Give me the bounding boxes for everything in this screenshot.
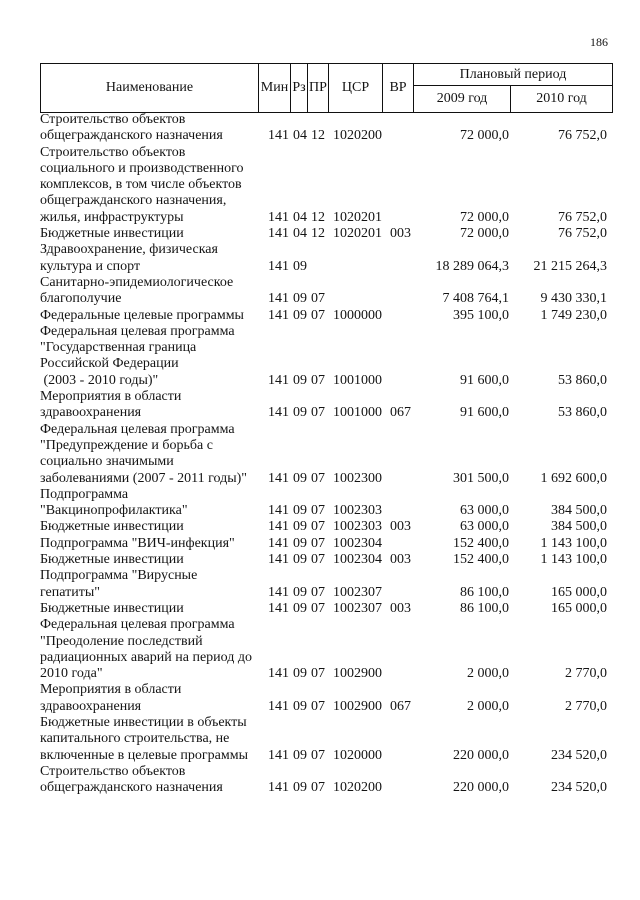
row-name-line: 2010 года": [40, 666, 103, 682]
row-name: [40, 519, 258, 535]
ministry-code: 141: [268, 535, 289, 551]
subsection-code: 07: [311, 372, 325, 388]
row-name-line: Бюджетные инвестиции: [40, 226, 184, 242]
table-row: [40, 226, 612, 242]
expense-type-code: 003: [390, 552, 411, 568]
target-article-code: 1020200: [333, 780, 382, 796]
section-code: 09: [293, 258, 307, 274]
header-planned-period: Плановый период: [414, 64, 613, 86]
table-row: [40, 275, 612, 308]
section-code: 09: [293, 698, 307, 714]
table-row: [40, 422, 612, 487]
page-number: 186: [590, 35, 608, 49]
amount-2010: 21 215 264,3: [533, 258, 607, 274]
target-article-code: 1020200: [333, 128, 382, 144]
row-name: [40, 536, 258, 552]
amount-2009: 2 000,0: [467, 698, 509, 714]
table-row: [40, 519, 612, 535]
amount-2009: 7 408 764,1: [442, 291, 509, 307]
target-article-code: 1002900: [333, 666, 382, 682]
amount-2009: 86 100,0: [460, 600, 509, 616]
target-article-code: 1020000: [333, 747, 382, 763]
target-article-code: 1002303: [333, 503, 382, 519]
row-name-line: социально значимыми: [40, 454, 174, 470]
table-row: [40, 324, 612, 389]
target-article-code: 1000000: [333, 307, 382, 323]
amount-2010: 1 749 230,0: [540, 307, 607, 323]
target-article-code: 1002303: [333, 519, 382, 535]
row-name-line: Санитарно-эпидемиологическое: [40, 274, 234, 290]
row-name: [40, 552, 258, 568]
amount-2009: 301 500,0: [453, 470, 509, 486]
section-code: 09: [293, 552, 307, 568]
section-code: 09: [293, 747, 307, 763]
section-code: 09: [293, 372, 307, 388]
row-name-line: Бюджетные инвестиции: [40, 519, 184, 535]
amount-2009: 152 400,0: [453, 552, 509, 568]
section-code: 09: [293, 307, 307, 323]
target-article-code: 1002307: [333, 584, 382, 600]
row-name: [40, 145, 258, 226]
subsection-code: 07: [311, 666, 325, 682]
amount-2010: 53 860,0: [558, 372, 607, 388]
row-name-line: культура и спорт: [40, 258, 141, 274]
row-name-line: Российской Федерации: [40, 356, 179, 372]
subsection-code: 07: [311, 405, 325, 421]
row-name: [40, 242, 258, 275]
amount-2009: 91 600,0: [460, 405, 509, 421]
amount-2010: 9 430 330,1: [540, 291, 607, 307]
section-code: 09: [293, 291, 307, 307]
row-name: [40, 715, 258, 764]
table-row: [40, 764, 612, 797]
row-name-line: комплексов, в том числе объектов: [40, 177, 242, 193]
row-name: [40, 226, 258, 242]
table-row: [40, 536, 612, 552]
row-name: [40, 617, 258, 682]
section-code: 04: [293, 226, 307, 242]
row-name-line: Подпрограмма "Вирусные: [40, 568, 198, 584]
table-row: [40, 112, 612, 145]
row-name-line: Строительство объектов: [40, 763, 186, 779]
row-name-line: здравоохранения: [40, 405, 142, 421]
subsection-code: 07: [311, 747, 325, 763]
row-name-line: Бюджетные инвестиции в объекты: [40, 714, 247, 730]
amount-2009: 72 000,0: [460, 209, 509, 225]
amount-2009: 72 000,0: [460, 226, 509, 242]
row-name: [40, 389, 258, 422]
amount-2010: 234 520,0: [551, 780, 607, 796]
ministry-code: 141: [268, 291, 289, 307]
target-article-code: 1002307: [333, 600, 382, 616]
ministry-code: 141: [268, 698, 289, 714]
amount-2009: 152 400,0: [453, 535, 509, 551]
amount-2010: 76 752,0: [558, 128, 607, 144]
subsection-code: 12: [311, 209, 325, 225]
subsection-code: 07: [311, 503, 325, 519]
row-name-line: Федеральная целевая программа: [40, 421, 235, 437]
amount-2010: 53 860,0: [558, 405, 607, 421]
row-name: [40, 324, 258, 389]
target-article-code: 1020201: [333, 209, 382, 225]
target-article-code: 1001000: [333, 405, 382, 421]
ministry-code: 141: [268, 552, 289, 568]
header-ministry: Мин: [259, 64, 291, 113]
row-name-line: включенные в целевые программы: [40, 747, 249, 763]
amount-2010: 76 752,0: [558, 226, 607, 242]
row-name-line: Федеральная целевая программа: [40, 323, 235, 339]
row-name: [40, 112, 258, 145]
amount-2009: 63 000,0: [460, 503, 509, 519]
expense-type-code: 067: [390, 698, 411, 714]
subsection-code: 07: [311, 552, 325, 568]
ministry-code: 141: [268, 780, 289, 796]
amount-2010: 384 500,0: [551, 519, 607, 535]
amount-2010: 1 692 600,0: [540, 470, 607, 486]
section-code: 09: [293, 470, 307, 486]
section-code: 09: [293, 535, 307, 551]
row-name-line: "Предупреждение и борьба с: [40, 437, 213, 453]
row-name-line: Федеральная целевая программа: [40, 617, 235, 633]
table-body: [40, 112, 612, 796]
ministry-code: 141: [268, 226, 289, 242]
expense-type-code: 067: [390, 405, 411, 421]
header-name: Наименование: [41, 64, 259, 113]
amount-2009: 91 600,0: [460, 372, 509, 388]
ministry-code: 141: [268, 128, 289, 144]
row-name-line: Подпрограмма "ВИЧ-инфекция": [40, 535, 235, 551]
target-article-code: 1020201: [333, 226, 382, 242]
amount-2010: 384 500,0: [551, 503, 607, 519]
row-name-line: социального и производственного: [40, 160, 244, 176]
row-name: [40, 682, 258, 715]
table-row: [40, 568, 612, 601]
amount-2010: 1 143 100,0: [540, 535, 607, 551]
target-article-code: 1002304: [333, 535, 382, 551]
target-article-code: 1002300: [333, 470, 382, 486]
row-name: [40, 764, 258, 797]
table-row: [40, 617, 612, 682]
row-name-line: "Преодоление последствий: [40, 633, 203, 649]
ministry-code: 141: [268, 470, 289, 486]
subsection-code: 07: [311, 535, 325, 551]
subsection-code: 07: [311, 584, 325, 600]
table-row: [40, 715, 612, 764]
amount-2009: 18 289 064,3: [435, 258, 509, 274]
row-name-line: Мероприятия в области: [40, 682, 182, 698]
row-name: [40, 487, 258, 520]
header-year-2009: 2009 год: [414, 86, 511, 113]
ministry-code: 141: [268, 307, 289, 323]
ministry-code: 141: [268, 666, 289, 682]
expense-type-code: 003: [390, 519, 411, 535]
header-expense-type: ВР: [383, 64, 414, 113]
table-row: [40, 145, 612, 226]
subsection-code: 12: [311, 128, 325, 144]
row-name-line: капитального строительства, не: [40, 731, 230, 747]
row-name-line: благополучие: [40, 291, 122, 307]
amount-2009: 2 000,0: [467, 666, 509, 682]
amount-2010: 1 143 100,0: [540, 552, 607, 568]
subsection-code: 07: [311, 307, 325, 323]
section-code: 09: [293, 503, 307, 519]
row-name-line: общегражданского назначения: [40, 128, 223, 144]
subsection-code: 07: [311, 780, 325, 796]
row-name-line: заболеваниями (2007 - 2011 годы)": [40, 470, 247, 486]
row-name: [40, 275, 258, 308]
table-row: [40, 682, 612, 715]
header-target-article: ЦСР: [329, 64, 383, 113]
ministry-code: 141: [268, 584, 289, 600]
table-row: [40, 308, 612, 324]
row-name-line: Подпрограмма: [40, 486, 129, 502]
header-section: Рз: [291, 64, 308, 113]
section-code: 09: [293, 519, 307, 535]
expense-type-code: 003: [390, 226, 411, 242]
subsection-code: 07: [311, 698, 325, 714]
row-name-line: Федеральные целевые программы: [40, 307, 244, 323]
target-article-code: 1002900: [333, 698, 382, 714]
row-name: [40, 308, 258, 324]
ministry-code: 141: [268, 209, 289, 225]
section-code: 09: [293, 666, 307, 682]
subsection-code: 07: [311, 291, 325, 307]
section-code: 04: [293, 128, 307, 144]
row-name-line: "Государственная граница: [40, 340, 197, 356]
row-name-line: Бюджетные инвестиции: [40, 600, 184, 616]
section-code: 09: [293, 584, 307, 600]
header-subsection: ПР: [308, 64, 329, 113]
row-name-line: Мероприятия в области: [40, 389, 182, 405]
amount-2009: 72 000,0: [460, 128, 509, 144]
table-row: [40, 552, 612, 568]
amount-2009: 86 100,0: [460, 584, 509, 600]
table-row: [40, 601, 612, 617]
target-article-code: 1001000: [333, 372, 382, 388]
row-name-line: радиационных аварий на период до: [40, 649, 253, 665]
amount-2009: 220 000,0: [453, 780, 509, 796]
subsection-code: 07: [311, 470, 325, 486]
table-row: [40, 242, 612, 275]
ministry-code: 141: [268, 258, 289, 274]
row-name-line: Строительство объектов: [40, 112, 186, 127]
subsection-code: 07: [311, 600, 325, 616]
ministry-code: 141: [268, 600, 289, 616]
amount-2009: 63 000,0: [460, 519, 509, 535]
subsection-code: 12: [311, 226, 325, 242]
table-header: [40, 63, 613, 113]
row-name-line: общегражданского назначения,: [40, 193, 227, 209]
row-name-line: "Вакцинопрофилактика": [40, 503, 188, 519]
amount-2009: 395 100,0: [453, 307, 509, 323]
table-row: [40, 389, 612, 422]
row-name-line: (2003 - 2010 годы)": [40, 372, 159, 388]
ministry-code: 141: [268, 519, 289, 535]
amount-2010: 2 770,0: [565, 666, 607, 682]
ministry-code: 141: [268, 372, 289, 388]
amount-2010: 234 520,0: [551, 747, 607, 763]
row-name-line: Бюджетные инвестиции: [40, 552, 184, 568]
amount-2010: 76 752,0: [558, 209, 607, 225]
amount-2009: 220 000,0: [453, 747, 509, 763]
section-code: 09: [293, 600, 307, 616]
row-name: [40, 601, 258, 617]
amount-2010: 2 770,0: [565, 698, 607, 714]
ministry-code: 141: [268, 405, 289, 421]
row-name: [40, 422, 258, 487]
section-code: 04: [293, 209, 307, 225]
row-name-line: Здравоохранение, физическая: [40, 242, 218, 258]
row-name-line: жилья, инфраструктуры: [40, 209, 184, 225]
row-name-line: здравоохранения: [40, 698, 142, 714]
row-name-line: Строительство объектов: [40, 144, 186, 160]
table-row: [40, 487, 612, 520]
ministry-code: 141: [268, 503, 289, 519]
expense-type-code: 003: [390, 600, 411, 616]
section-code: 09: [293, 780, 307, 796]
amount-2010: 165 000,0: [551, 584, 607, 600]
subsection-code: 07: [311, 519, 325, 535]
header-year-2010: 2010 год: [511, 86, 613, 113]
amount-2010: 165 000,0: [551, 600, 607, 616]
ministry-code: 141: [268, 747, 289, 763]
target-article-code: 1002304: [333, 552, 382, 568]
row-name: [40, 568, 258, 601]
row-name-line: общегражданского назначения: [40, 780, 223, 796]
section-code: 09: [293, 405, 307, 421]
row-name-line: гепатиты": [40, 584, 100, 600]
